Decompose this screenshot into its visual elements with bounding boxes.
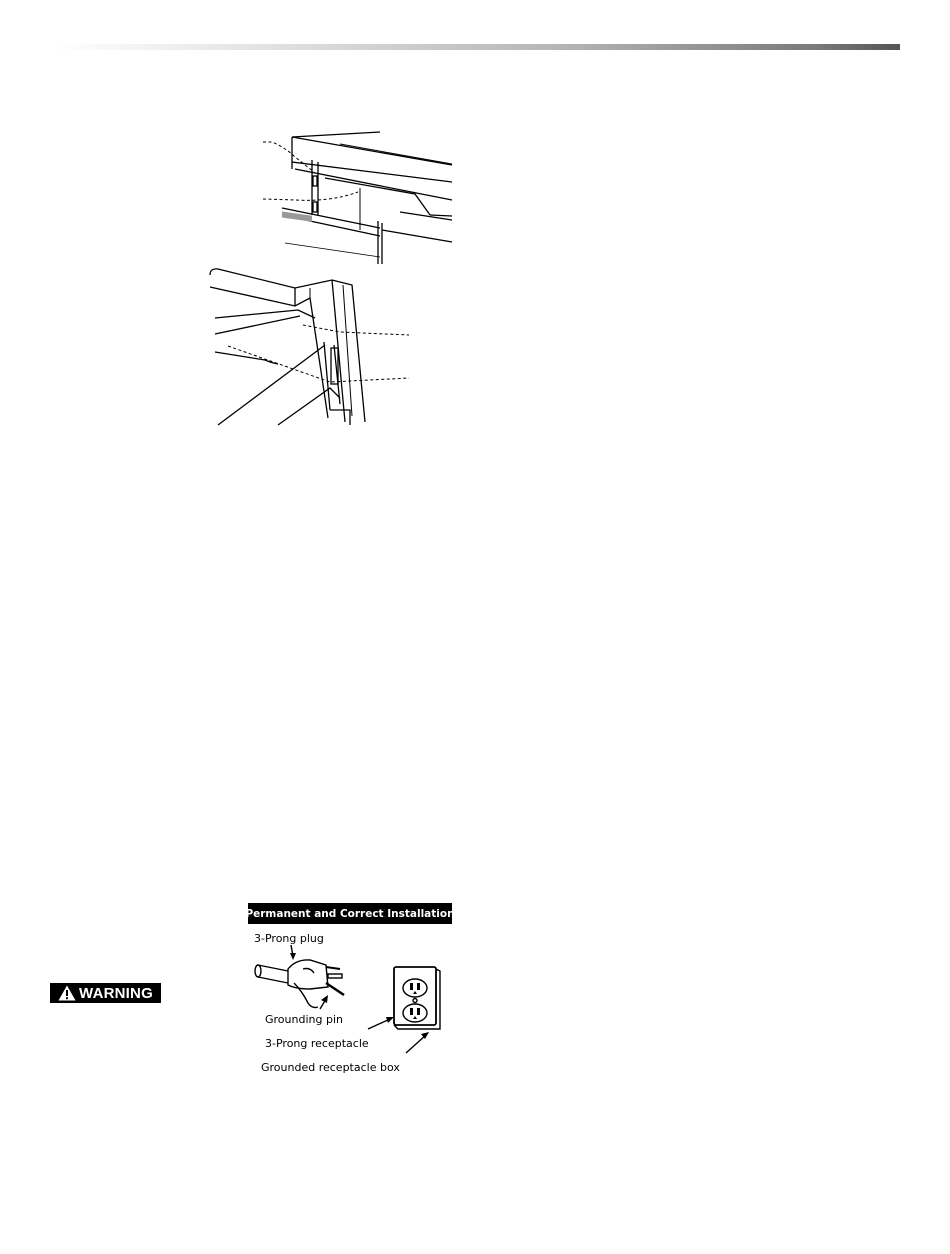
warning-badge [50,983,161,1003]
drawer-front-illustration [200,120,460,430]
installation-figure-title: Permanent and Correct Installation [248,903,452,924]
warning-label: WARNING [79,984,153,1002]
warning-triangle-icon [58,985,76,1001]
installation-figure [245,903,455,1093]
label-grounding-pin: Grounding pin [265,1013,343,1026]
label-3-prong-plug: 3-Prong plug [254,932,324,945]
label-3-prong-receptacle: 3-Prong receptacle [265,1037,369,1050]
label-grounded-receptacle-box: Grounded receptacle box [261,1061,400,1074]
header-rule [55,44,900,50]
